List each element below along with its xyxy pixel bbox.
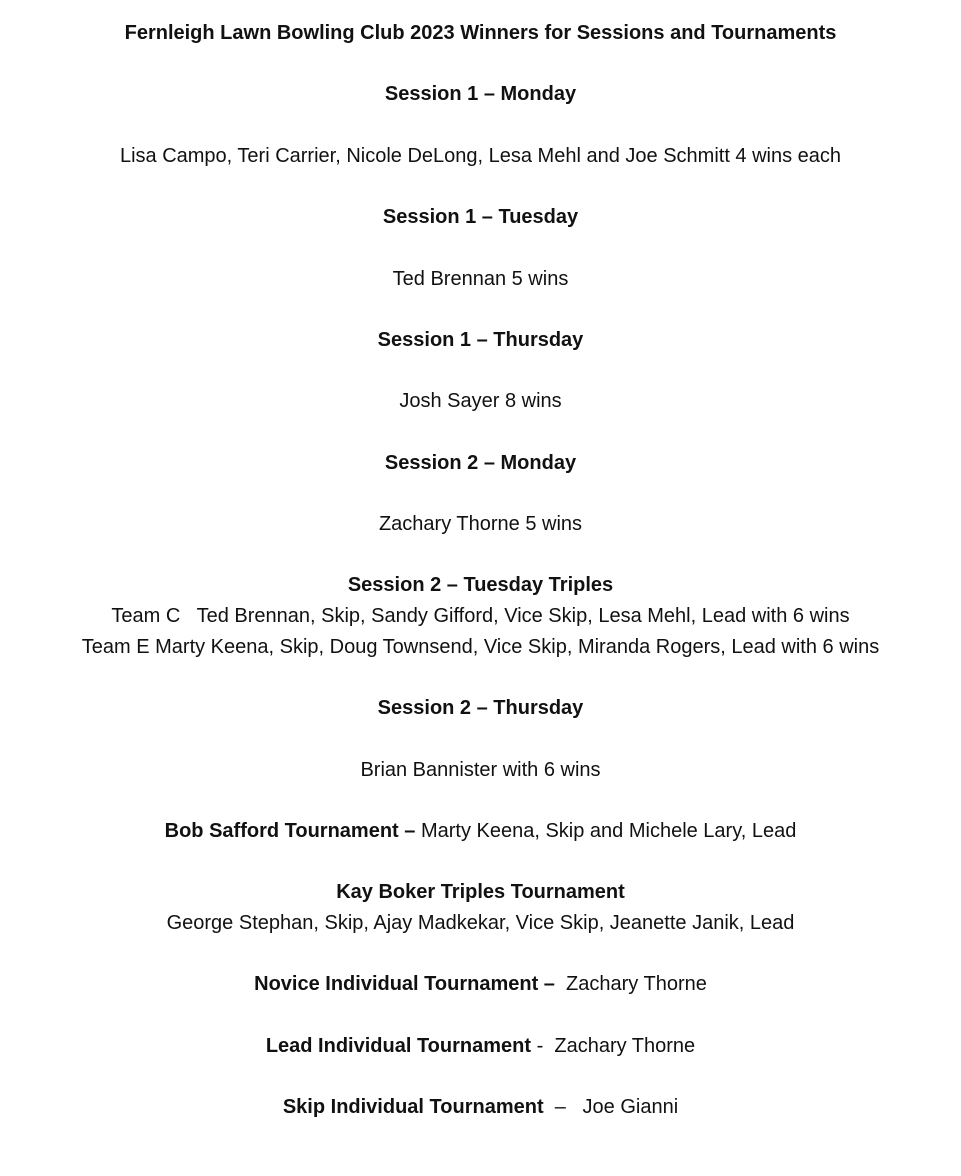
tournament-label: Skip Individual Tournament — [282, 1096, 544, 1119]
section-result-s2-monday: Zachary Thorne 5 wins — [378, 513, 583, 535]
section-result-team-e: Team E Marty Keena, Skip, Doug Townsend, Vice Skip, Miranda Rogers, Lead with 6 wins — [81, 635, 880, 658]
document-title: Fernleigh Lawn Bowling Club 2023 Winners for Sessions and Tournaments — [124, 22, 837, 44]
section-result-s1-thursday: Josh Sayer 8 wins — [399, 390, 562, 413]
section-heading-s2-thursday: Session 2 – Thursday — [377, 697, 584, 720]
spacer — [0, 417, 961, 448]
spacer — [0, 294, 961, 325]
spacer — [0, 49, 961, 80]
spacer — [0, 662, 961, 693]
section-heading-s1-tuesday: Session 1 – Tuesday — [382, 206, 579, 229]
spacer — [0, 356, 961, 387]
section-heading-s1-thursday: Session 1 – Thursday — [377, 328, 584, 351]
spacer — [0, 785, 961, 816]
section-heading-s1-monday: Session 1 – Monday — [384, 83, 577, 106]
section-heading-s2-monday: Session 2 – Monday — [384, 451, 577, 474]
spacer — [0, 233, 961, 264]
tournament-result: Zachary Thorne — [554, 973, 707, 996]
section-result-s2-thursday: Brian Bannister with 6 wins — [360, 758, 601, 781]
tournament-label: Lead Individual Tournament — [265, 1034, 532, 1057]
spacer — [0, 847, 961, 878]
spacer — [0, 724, 961, 755]
tournament-result: - Zachary Thorne — [531, 1034, 696, 1057]
tournament-kay-boker-heading: Kay Boker Triples Tournament — [336, 881, 625, 904]
spacer — [0, 1061, 961, 1092]
section-heading-s2-tuesday-triples: Session 2 – Tuesday Triples — [347, 574, 614, 597]
spacer — [0, 171, 961, 202]
spacer — [0, 939, 961, 970]
spacer — [0, 540, 961, 571]
section-result-s1-tuesday: Ted Brennan 5 wins — [392, 267, 569, 290]
tournament-result: – Joe Gianni — [543, 1096, 679, 1119]
tournament-label: Bob Safford Tournament – — [164, 819, 416, 842]
tournament-kay-boker-result: George Stephan, Skip, Ajay Madkekar, Vice Skip, Jeanette Janik, Lead — [166, 911, 795, 934]
tournament-lead — [0, 1031, 961, 1062]
spacer — [0, 478, 961, 509]
spacer — [0, 110, 961, 141]
tournament-label: Novice Individual Tournament – — [254, 973, 555, 996]
spacer — [0, 1000, 961, 1031]
tournament-bob-safford — [0, 816, 961, 847]
section-result-s1-monday: Lisa Campo, Teri Carrier, Nicole DeLong, Lesa Mehl and Joe Schmitt 4 wins each — [119, 144, 842, 167]
tournament-skip — [0, 1092, 961, 1123]
section-result-team-c: Team C Ted Brennan, Skip, Sandy Gifford, Vice Skip, Lesa Mehl, Lead with 6 wins — [111, 605, 850, 628]
tournament-novice — [0, 969, 961, 1000]
tournament-result: Marty Keena, Skip and Michele Lary, Lead — [415, 819, 797, 842]
